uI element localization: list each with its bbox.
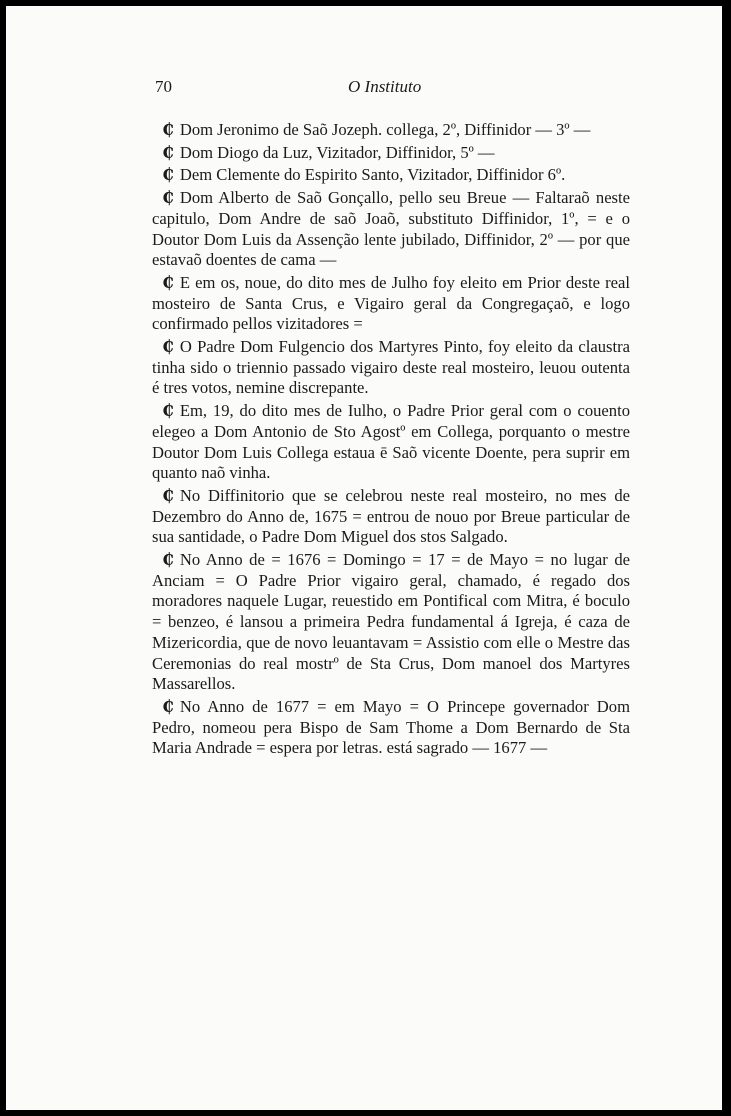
paragraph-text: E em os, noue, do dito mes de Julho foy eleito em Prior deste real mosteiro de Santa Crus, e Vigairo geral da Congregaçaõ, e logo confirmado pellos vizitadores = bbox=[152, 272, 630, 334]
paragraph-text: Em, 19, do dito mes de Iulho, o Padre Prior geral com o couento elegeo a Dom Antonio de Sto Agostº em Collega, porquanto o mestre Doutor Dom Luis Collega estaua ē Saõ vicente Doente, pera suprir em quanto naõ vinha. bbox=[152, 401, 630, 483]
text-body bbox=[152, 120, 630, 761]
pilcrow-icon: ₵ bbox=[162, 120, 174, 140]
paragraph bbox=[152, 188, 630, 271]
pilcrow-icon: ₵ bbox=[162, 696, 174, 717]
paragraph-text: No Anno de = 1676 = Domingo = 17 = de Mayo = no lugar de Anciam = O Padre Prior vigairo geral, chamado, é regado dos moradores naquele Lugar, reuestido em Pontifical com Mitra, é boculo = benzeo, é lansou a primeira Pedra fundamental á Igreja, é caza de Mizericordia, que de novo leuantavam = Assistio com elle o Mestre das Ceremonias do real mostrº de Sta Crus, Dom manoel dos Martyres Massarellos. bbox=[152, 550, 630, 694]
pilcrow-icon: ₵ bbox=[162, 401, 174, 422]
running-header bbox=[155, 77, 455, 101]
pilcrow-icon: ₵ bbox=[162, 272, 174, 293]
pilcrow-icon: ₵ bbox=[162, 188, 174, 209]
paragraph bbox=[152, 143, 630, 164]
paragraph bbox=[152, 401, 630, 484]
pilcrow-icon: ₵ bbox=[162, 142, 174, 163]
paragraph-text: O Padre Dom Fulgencio dos Martyres Pinto, foy eleito da claustra tinha sido o triennio passado vigairo deste real mosteiro, leuou outenta é tres votos, nemine discrepante. bbox=[152, 337, 630, 398]
pilcrow-icon: ₵ bbox=[162, 485, 174, 506]
pilcrow-icon: ₵ bbox=[162, 165, 174, 186]
paragraph-text: Dom Diogo da Luz, Vizitador, Diffinidor, 5º — bbox=[179, 142, 495, 162]
paragraph-text: No Anno de 1677 = em Mayo = O Princepe governador Dom Pedro, nomeou pera Bispo de Sam Thome a Dom Bernardo de Sta Maria Andrade = espera por letras. está sagrado — 1677 — bbox=[152, 696, 630, 758]
paragraph bbox=[152, 486, 630, 548]
paragraph bbox=[152, 697, 630, 759]
page-number: 70 bbox=[155, 77, 172, 96]
pilcrow-icon: ₵ bbox=[162, 550, 174, 571]
paragraph bbox=[152, 120, 630, 141]
paragraph bbox=[152, 337, 630, 399]
pilcrow-icon: ₵ bbox=[162, 337, 174, 358]
paragraph-text: Dem Clemente do Espirito Santo, Vizitador, Diffinidor 6º. bbox=[179, 165, 566, 185]
page bbox=[6, 6, 722, 1110]
paragraph bbox=[152, 550, 630, 695]
paragraph-text: Dom Jeronimo de Saõ Jozeph. collega, 2º, Diffinidor — 3º — bbox=[179, 120, 591, 139]
paragraph-text: Dom Alberto de Saõ Gonçallo, pello seu Breue — Faltaraõ neste capitulo, Dom Andre de saõ Joaõ, substituto Diffinidor, 1º, = e o Doutor Dom Luis da Assenção lente jubilado, Diffinidor, 2º — por que estavaõ doentes de cama — bbox=[152, 188, 630, 270]
paragraph bbox=[152, 165, 630, 186]
journal-title: O Instituto bbox=[348, 77, 422, 96]
paragraph bbox=[152, 273, 630, 335]
paragraph-text: No Diffinitorio que se celebrou neste real mosteiro, no mes de Dezembro do Anno de, 1675 = entrou de nouo por Breue particular de sua santidade, o Padre Dom Miguel dos stos Salgado. bbox=[152, 485, 630, 547]
